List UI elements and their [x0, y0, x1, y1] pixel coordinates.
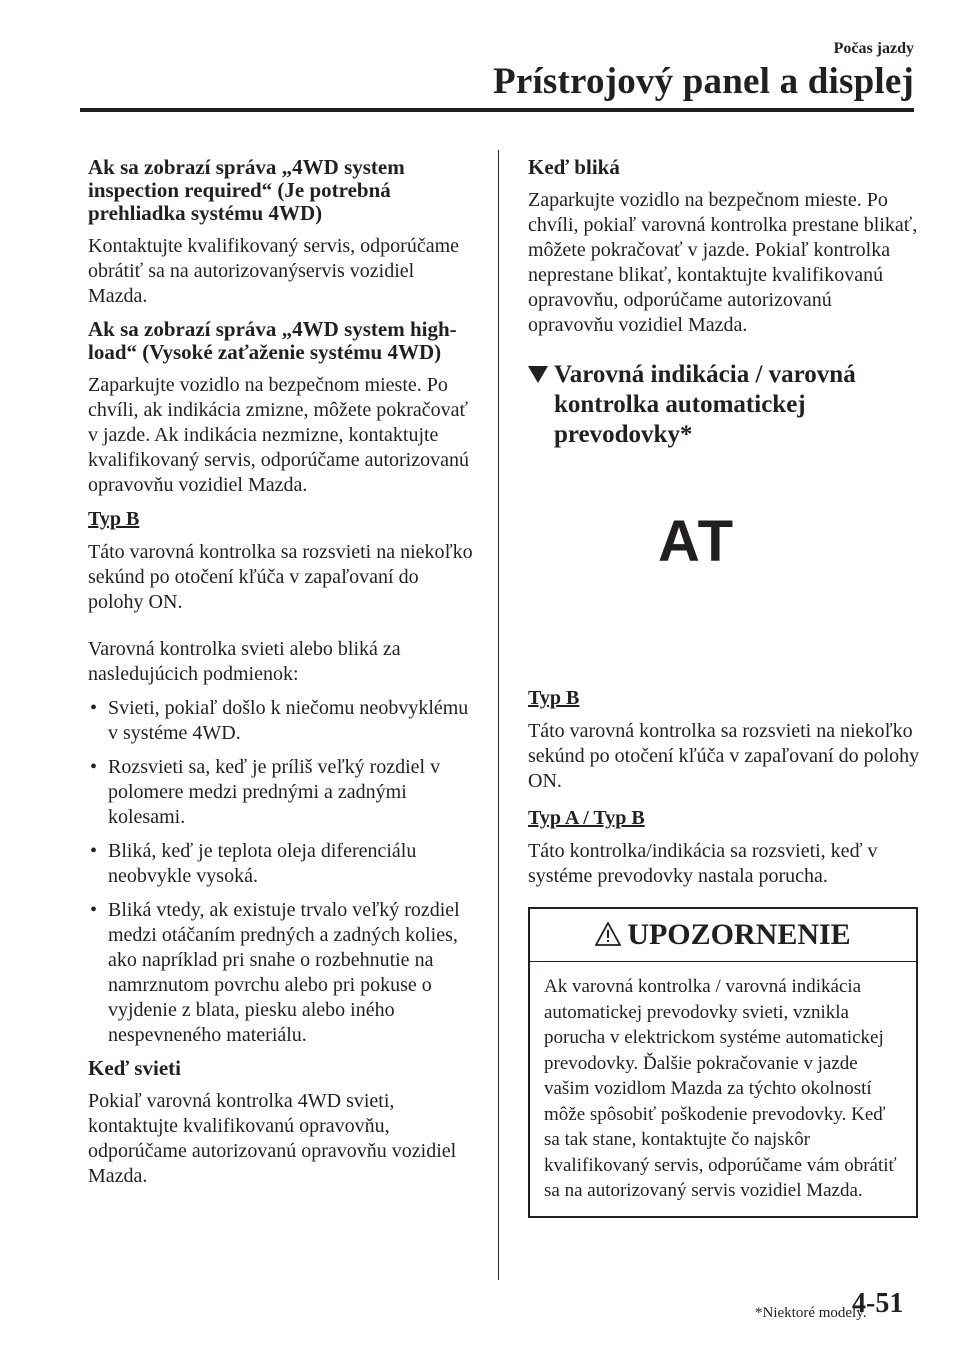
paragraph-transmission-fault: Táto kontrolka/indikácia sa rozsvieti, keď v systéme prevodovky nastala porucha.: [528, 840, 878, 887]
heading-inspection-required: Ak sa zobrazí správa „4WD system inspection required“ (Je potrebná prehliadka systému 4WD): [88, 155, 405, 225]
paragraph-when-flashing: Zaparkujte vozidlo na bezpečnom mieste. Po chvíli, pokiaľ varovná kontrolka prestane blikať, môžete pokračovať v jazde. Pokiaľ kontrolka neprestane blikať, kontaktujte kvalifikovanú opravovňu, odporúčame autorizovanú opravovňu vozidiel Mazda.: [528, 189, 918, 336]
label-type-a-b: Typ A / Typ B: [528, 807, 645, 829]
label-type-b: Typ B: [88, 508, 140, 530]
label-type-b-right: Typ B: [528, 687, 580, 709]
list-item: • Bliká vtedy, ak existuje trvalo veľký rozdiel medzi otáčaním predných a zadných kolies, ako napríklad pri snahe o rozbehnutie na namrznutom povrchu alebo pri pokuse o vyjdenie z blata, piesku alebo iného nespevneného materiálu.: [88, 898, 478, 1048]
footnote: *Niektoré modely.: [755, 1305, 867, 1321]
caution-title: UPOZORNENIE: [627, 918, 851, 951]
paragraph-contact-service: Kontaktujte kvalifikovaný servis, odporúčame obrátiť sa na autorizovanýservis vozidiel Mazda.: [88, 235, 460, 307]
paragraph-lamp-on-start: Táto varovná kontrolka sa rozsvieti na niekoľko sekúnd po otočení kľúča v zapaľovaní do polohy ON.: [88, 541, 473, 613]
left-column: [88, 156, 478, 1198]
paragraph-at-lamp-on-start: Táto varovná kontrolka sa rozsvieti na niekoľko sekúnd po otočení kľúča v zapaľovaní do polohy ON.: [528, 720, 920, 792]
heading-when-flashing: Keď bliká: [528, 155, 620, 179]
page-title: Prístrojový panel a displej: [493, 61, 914, 102]
heading-when-lit: Keď svieti: [88, 1056, 181, 1080]
triangle-down-icon: [528, 366, 548, 383]
paragraph-conditions-intro: Varovná kontrolka svieti alebo bliká za nasledujúcich podmienok:: [88, 638, 401, 685]
warning-triangle-icon: [595, 922, 621, 946]
list-item: • Bliká, keď je teplota oleja diferenciálu neobvykle vysoká.: [88, 839, 478, 889]
running-head-section: Počas jazdy: [833, 40, 914, 57]
at-indicator-icon: AT: [658, 509, 736, 574]
conditions-list: [88, 696, 478, 1048]
caution-header: [530, 909, 916, 962]
at-indicator-figure: [528, 450, 920, 686]
right-column: [528, 156, 920, 1218]
caution-text: Ak varovná kontrolka / varovná indikácia automatickej prevodovky svieti, vznikla porucha v elektrickom systéme automatickej prevodovky. Ďalšie pokračovanie v jazde vašim vozidlom Mazda za týchto okolností môže spôsobiť poškodenie prevodovky. Keď sa tak stane, kontaktujte čo najskôr kvalifikovaný servis, odporúčame vám obrátiť sa na autorizovaný servis vozidiel Mazda.: [544, 976, 897, 1201]
caution-box: [528, 907, 918, 1218]
paragraph-when-lit: Pokiaľ varovná kontrolka 4WD svieti, kontaktujte kvalifikovanú opravovňu, odporúčame autorizovanú opravovňu vozidiel Mazda.: [88, 1090, 457, 1187]
list-item: • Rozsvieti sa, keď je príliš veľký rozdiel v polomere medzi prednými a zadnými kolesami.: [88, 755, 478, 830]
list-item: • Svieti, pokiaľ došlo k niečomu neobvyklému v systéme 4WD.: [88, 696, 478, 746]
header-rule: [80, 108, 914, 112]
page-number: 4-51: [852, 1288, 904, 1319]
paragraph-park-vehicle: Zaparkujte vozidlo na bezpečnom mieste. Po chvíli, ak indikácia zmizne, môžete pokračovať v jazde. Ak indikácia nezmizne, kontaktujte kvalifikovaný servis, odporúčame autorizovanú opravovňu vozidiel Mazda.: [88, 374, 469, 496]
section-at-warning: [528, 360, 920, 450]
section-title-text: Varovná indikácia / varovná kontrolka automatickej prevodovky*: [554, 361, 856, 448]
heading-high-load: Ak sa zobrazí správa „4WD system high-load“ (Vysoké zaťaženie systému 4WD): [88, 317, 457, 364]
column-divider: [498, 150, 499, 1280]
